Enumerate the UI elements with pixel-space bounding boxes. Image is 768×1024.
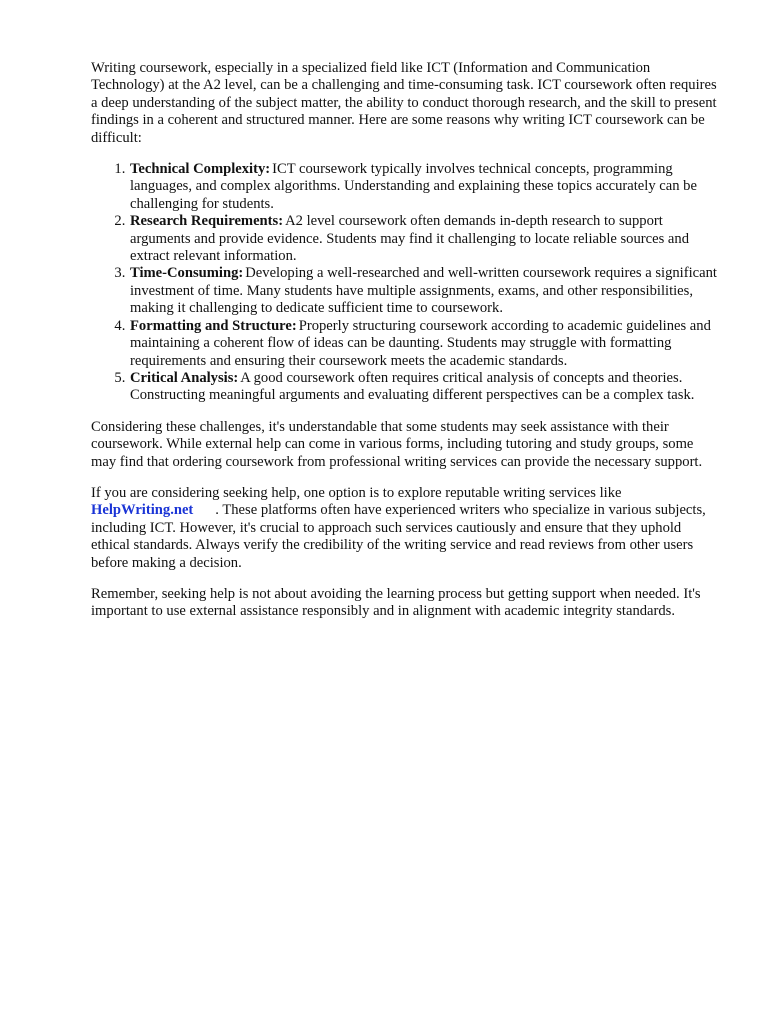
helpwriting-link[interactable]: HelpWriting.net	[91, 502, 194, 519]
list-item-text: A good coursework often requires critical analysis of concepts and theories. Constructing meaningful arguments and evaluating different perspectives can be a complex task.	[130, 369, 695, 404]
help-text-after: . These platforms often have experienced writers who specialize in various subjects, including ICT. However, it's crucial to approach such services cautiously and ensure that they uphold ethical standards. Always verify the credibility of the writing service and read reviews from other users before making a decision.	[91, 502, 706, 571]
considering-paragraph: Considering these challenges, it's understandable that some students may seek assistance with their coursework. While external help can come in various forms, including tutoring and study groups, some may find that ordering coursework from professional writing services can provide the necessary support.	[91, 418, 703, 470]
list-item-term: Time-Consuming:	[130, 265, 244, 282]
list-item-text: A2 level coursework often demands in-depth research to support arguments and provide evidence. Students may find it challenging to locate reliable sources and extract relevant information.	[130, 213, 689, 265]
list-item-term: Technical Complexity:	[130, 161, 271, 178]
reasons-list	[91, 161, 721, 405]
list-item-text: Developing a well-researched and well-written coursework requires a significant investment of time. Many students have multiple assignments, exams, and other responsibilities, making it challenging to dedicate sufficient time to coursework.	[130, 265, 717, 317]
list-item-text: Properly structuring coursework according to academic guidelines and maintaining a coherent flow of ideas can be daunting. Students may struggle with formatting requirements and ensuring their coursework meets the academic standards.	[130, 317, 711, 369]
document-page	[91, 60, 721, 635]
list-item-term: Formatting and Structure:	[130, 317, 297, 334]
list-item	[129, 265, 721, 317]
help-paragraph	[91, 485, 721, 572]
list-item-text: ICT coursework typically involves technical concepts, programming languages, and complex algorithms. Understanding and explaining these topics accurately can be challenging for students.	[130, 161, 697, 212]
help-text-before: If you are considering seeking help, one option is to explore reputable writing services like	[91, 484, 622, 501]
list-item	[129, 161, 721, 213]
list-item	[129, 213, 721, 265]
list-item	[129, 370, 721, 405]
closing-paragraph: Remember, seeking help is not about avoiding the learning process but getting support when needed. It's important to use external assistance responsibly and in alignment with academic integrity standards.	[91, 585, 701, 620]
intro-paragraph: Writing coursework, especially in a specialized field like ICT (Information and Communication Technology) at the A2 level, can be a challenging and time-consuming task. ICT coursework often requires a deep understanding of the subject matter, the ability to conduct thorough research, and the skill to present findings in a coherent and structured manner. Here are some reasons why writing ICT coursework can be difficult:	[91, 60, 717, 146]
list-item-term: Critical Analysis:	[130, 369, 239, 386]
list-item-term: Research Requirements:	[130, 213, 284, 230]
list-item	[129, 318, 721, 370]
